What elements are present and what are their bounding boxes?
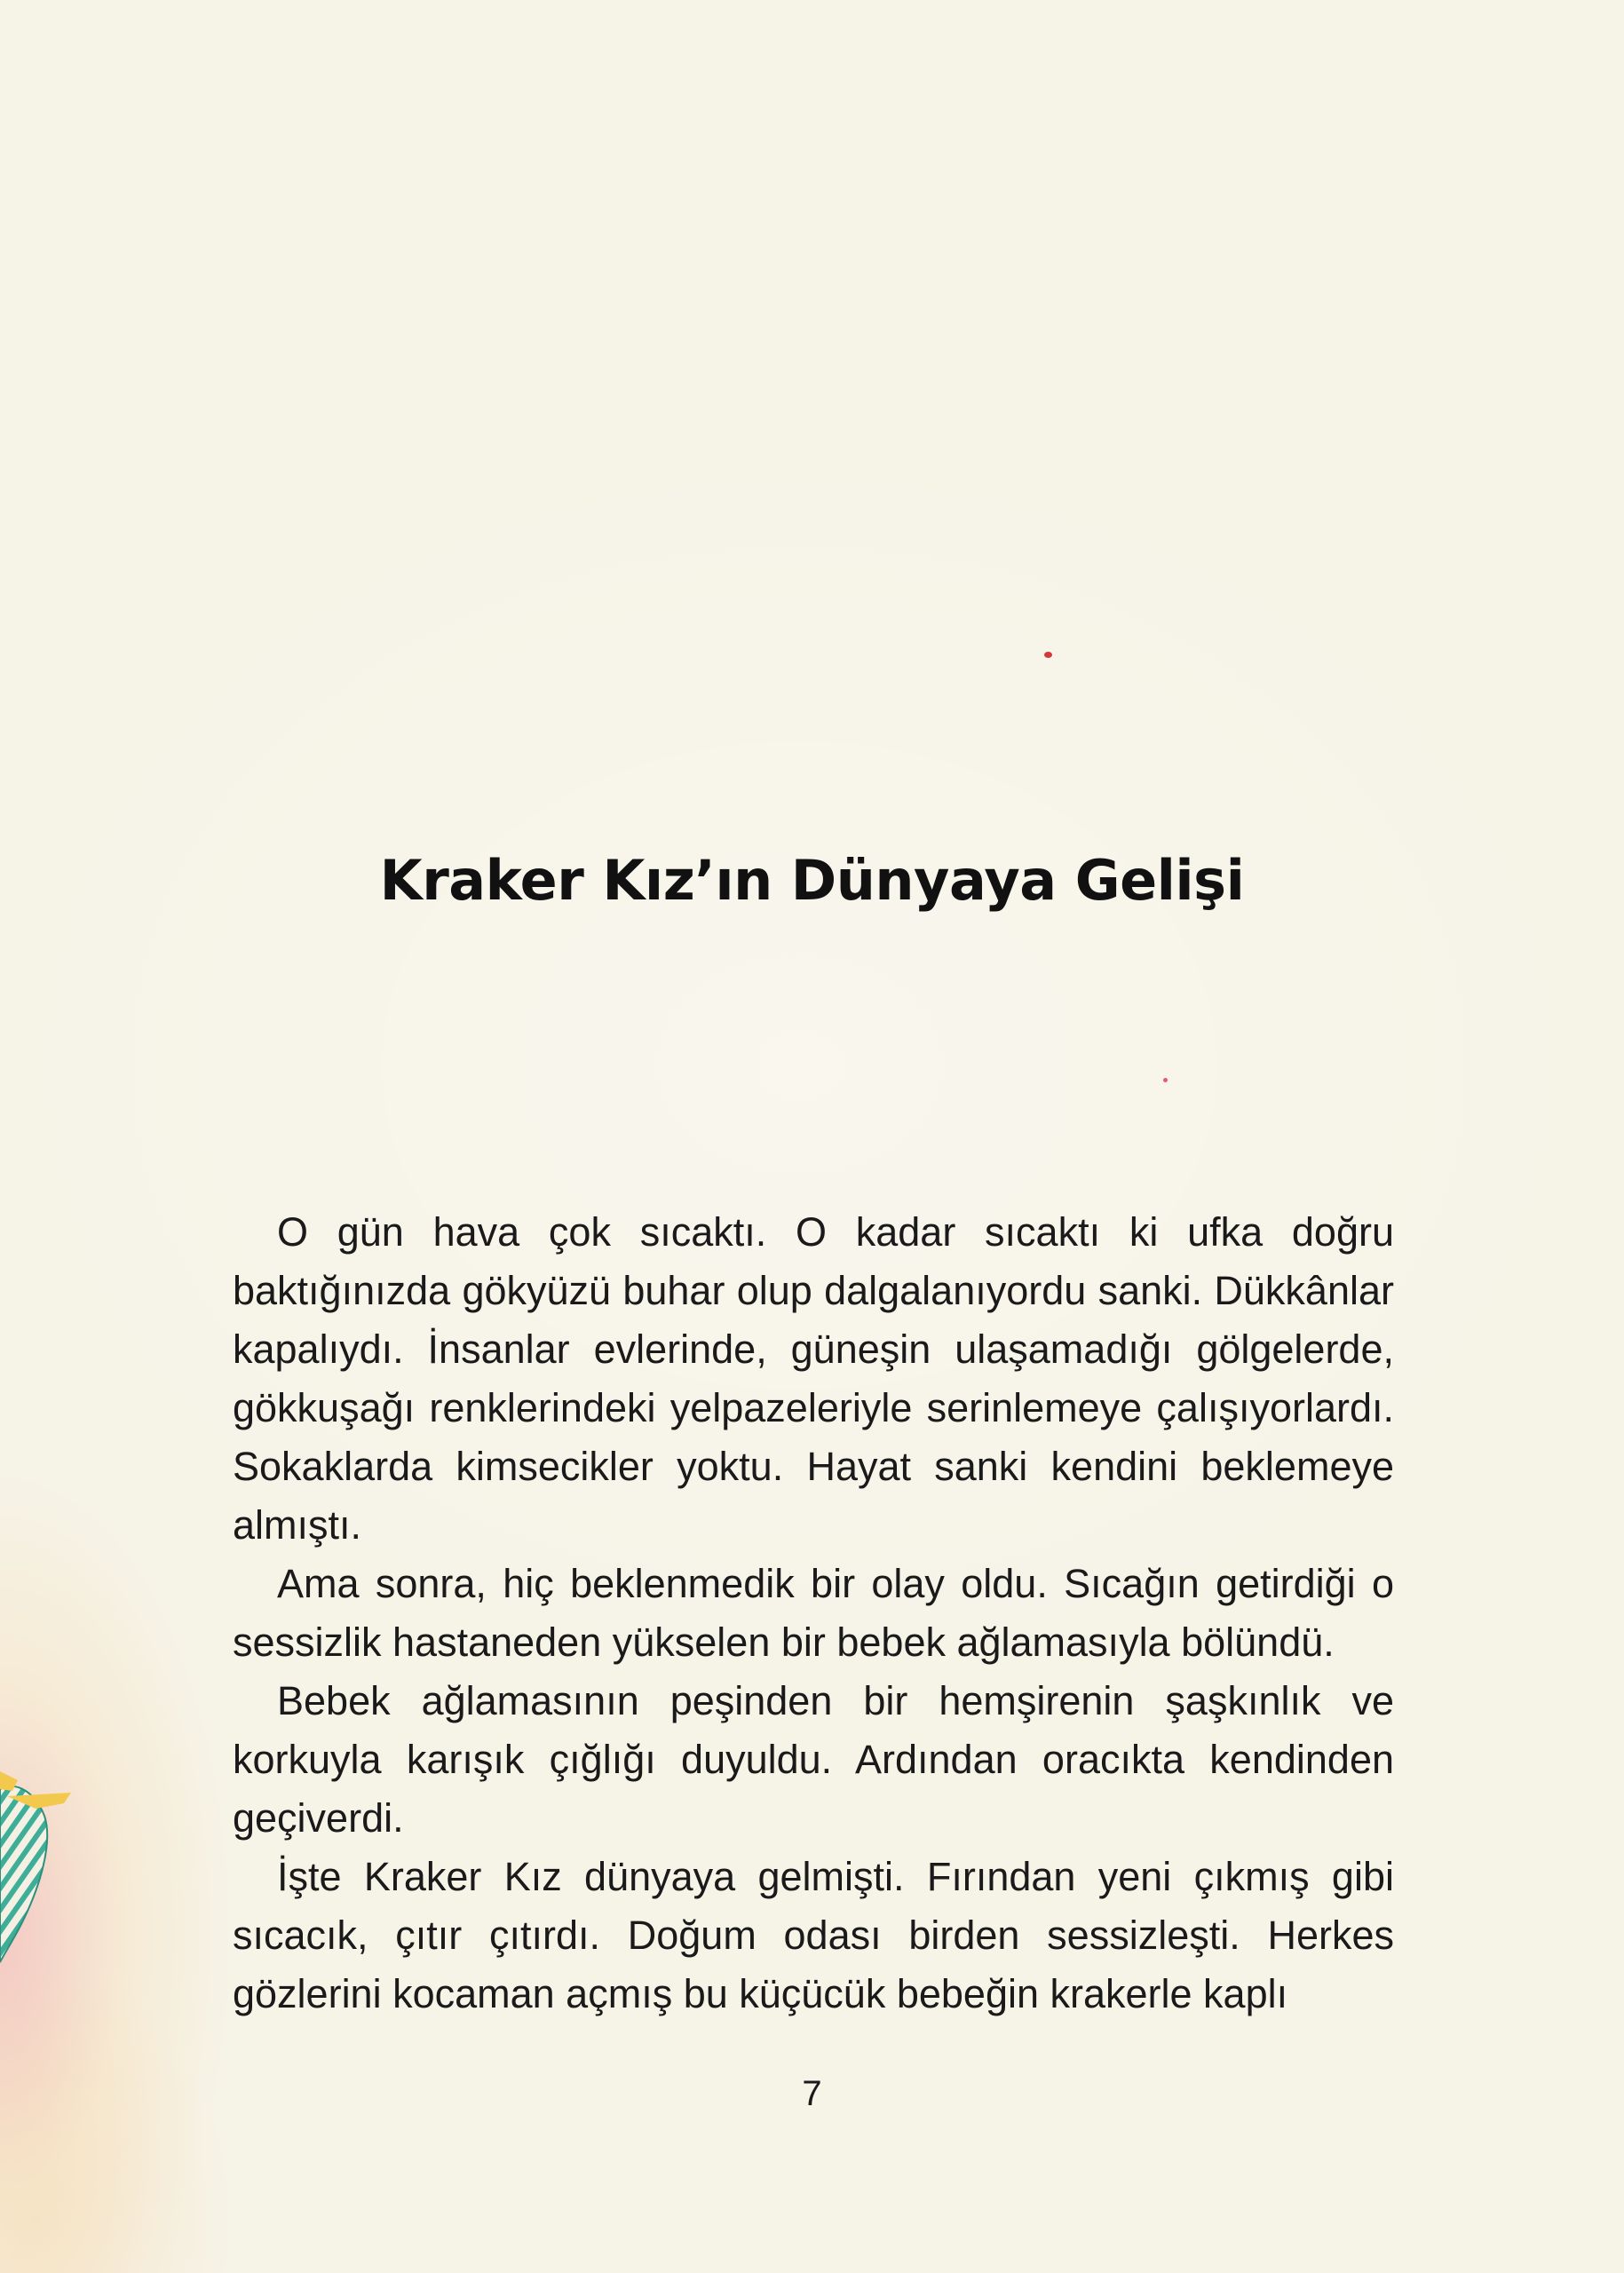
chapter-title: Kraker Kız’ın Dünyaya Gelişi <box>379 848 1245 913</box>
red-speck <box>1044 652 1052 658</box>
pink-speck <box>1163 1078 1168 1082</box>
paragraph: O gün hava çok sıcaktı. O kadar sıcaktı ki ufka doğru baktığınızda gökyüzü buhar olup dalgalanıyordu sanki. Dükkânlar kapalıydı. İnsanlar evlerinde, güneşin ulaşamadığı gölgelerde, gökkuşağı renklerindeki yelpazeleriyle serinlemeye çalışıyorlardı. Sokaklarda kimsecikler yoktu. Hayat sanki kendini beklemeye almıştı. <box>233 1209 1394 1548</box>
chapter-body <box>233 1203 1394 2024</box>
page-number: 7 <box>802 2074 822 2113</box>
paragraph: Ama sonra, hiç beklenmedik bir olay oldu. Sıcağın getirdiği o sessizlik hastaneden yükselen bir bebek ağlamasıyla bölündü. <box>233 1561 1394 1665</box>
paragraph: İşte Kraker Kız dünyaya gelmişti. Fırından yeni çıkmış gibi sıcacık, çıtır çıtırdı. Doğum odası birden sessizleşti. Herkes gözlerini kocaman açmış bu küçücük bebeğin krakerle kaplı <box>233 1854 1394 2016</box>
paragraph: Bebek ağlamasının peşinden bir hemşirenin şaşkınlık ve korkuyla karışık çığlığı duyuldu. Ardından oracıkta kendinden geçiverdi. <box>233 1678 1394 1841</box>
striped-character-illustration <box>0 1754 80 1976</box>
